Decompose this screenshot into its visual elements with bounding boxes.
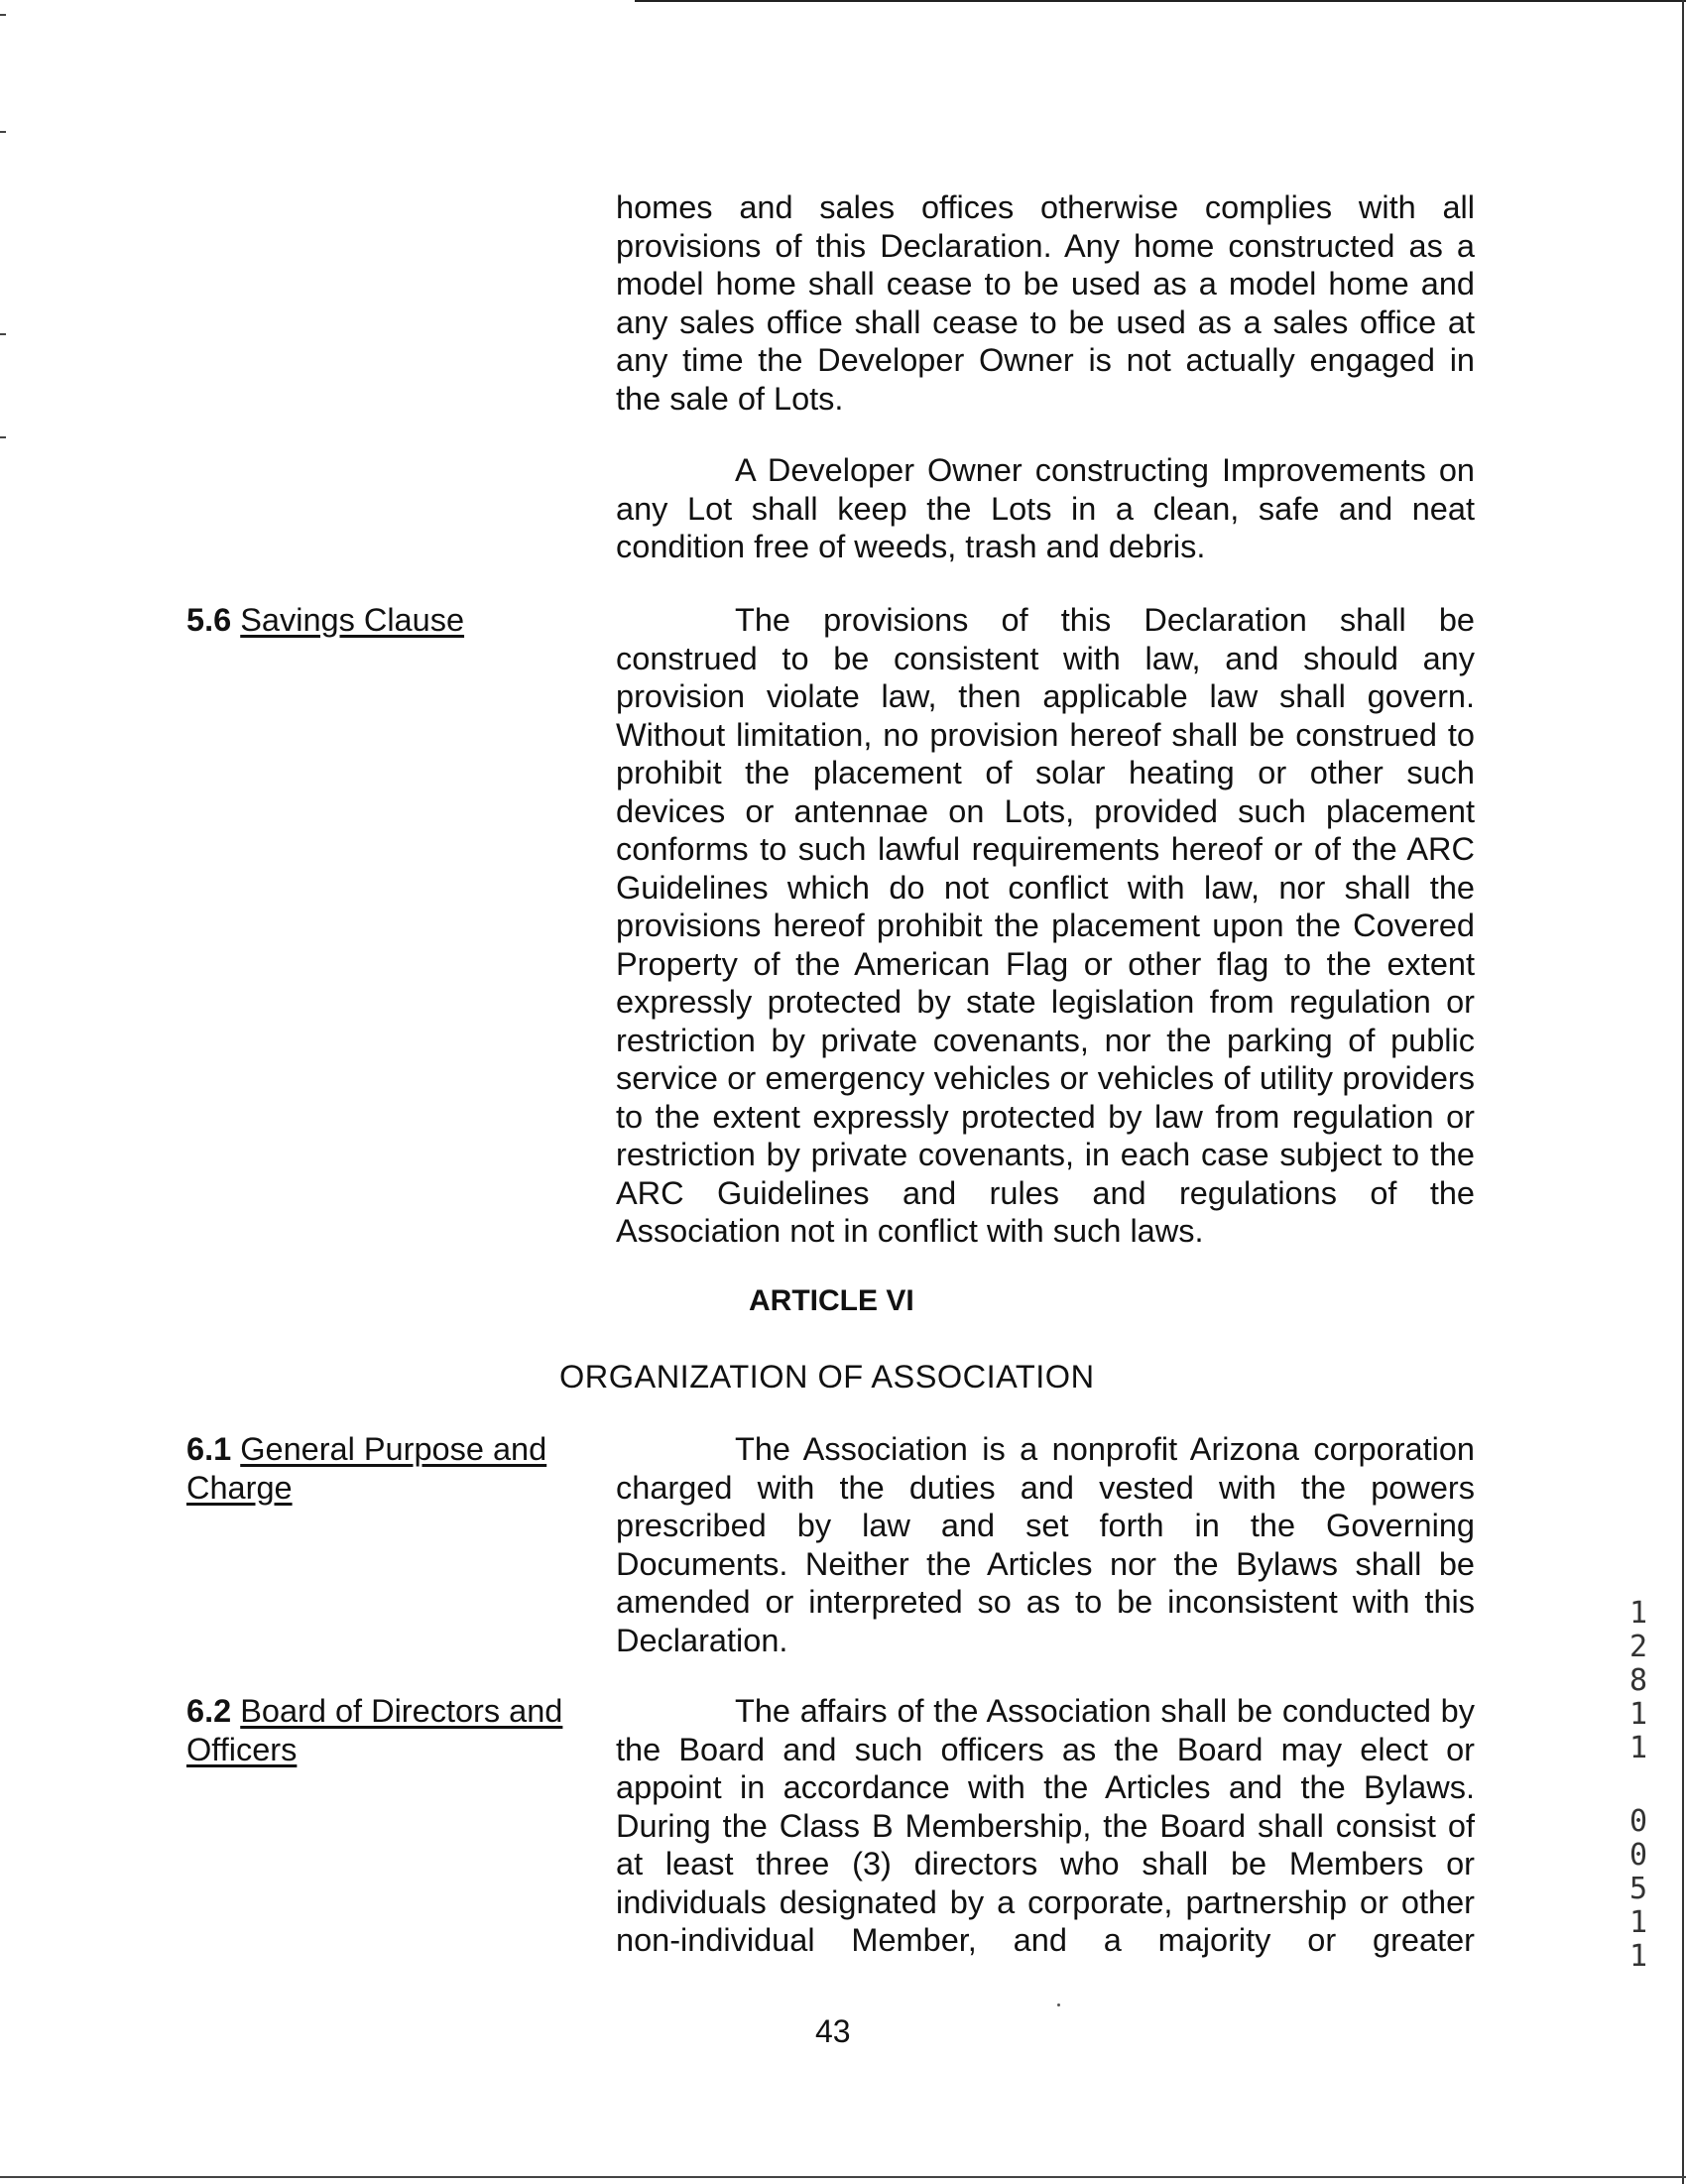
stamp-digit: 1	[1628, 1731, 1648, 1765]
section-body-6-2: The affairs of the Association shall be conducted by the Board and such officers as the Board may elect or appoint in accordance with the Articles and the Bylaws. During the Class B Membership, the Board shall consist of at least three (3) directors who shall be Members or individuals designated by a corporate, partnership or other non-individual Member, and a majority or greater	[616, 1693, 1475, 1958]
stamp-digit: 1	[1628, 1939, 1648, 1974]
edge-mark	[0, 14, 6, 16]
stamp-digit: 1	[1628, 1697, 1648, 1732]
article-subtitle: ORGANIZATION OF ASSOCIATION	[559, 1359, 1095, 1395]
paragraph-developer-clean: A Developer Owner constructing Improvements on any Lot shall keep the Lots in a clean, safe and neat condition free of weeds, trash and debris.	[616, 452, 1475, 564]
scan-speck	[1057, 2003, 1060, 2006]
page-number: 43	[815, 2013, 851, 2049]
section-title: General Purpose and Charge	[186, 1431, 547, 1506]
paragraph-model-homes: homes and sales offices otherwise complies with all provisions of this Declaration. Any home constructed as a model home shall cease to be used as a model home and any sales office shall cease to be used as a sales office at any time the Developer Owner is not actually engaged in the sale of Lots.	[616, 189, 1475, 417]
section-body-5-6: The provisions of this Declaration shall be construed to be consistent with law, and should any provision violate law, then applicable law shall govern. Without limitation, no provision hereof shall be construed to prohibit the placement of solar heating or other such devices or antennae on Lots, provided such placement conforms to such lawful requirements hereof or of the ARC Guidelines which do not conflict with law, nor shall the provisions hereof prohibit the placement upon the Covered Property of the American Flag or other flag to the extent expressly protected by state legislation from regulation or restriction by private covenants, nor the parking of public service or emergency vehicles or vehicles of utility providers to the extent expressly protected by law from regulation or restriction by private covenants, in each case subject to the ARC Guidelines and rules and regulations of the Association not in conflict with such laws.	[616, 602, 1475, 1249]
edge-mark	[0, 131, 6, 133]
article-heading: ARTICLE VI	[749, 1284, 914, 1317]
recording-number-stamp	[1619, 1597, 1658, 1974]
stamp-digit: 2	[1628, 1630, 1648, 1664]
section-heading-6-1	[186, 1430, 593, 1507]
scan-border-bottom	[0, 2176, 1686, 2178]
section-heading-5-6	[186, 601, 593, 640]
section-number: 6.1	[186, 1431, 232, 1467]
stamp-digit: 1	[1628, 1905, 1648, 1940]
scan-border-top	[635, 0, 1686, 2]
stamp-spacer	[1619, 1765, 1658, 1805]
section-number: 6.2	[186, 1693, 232, 1729]
stamp-digit: 0	[1628, 1804, 1648, 1839]
section-body-6-1: The Association is a nonprofit Arizona corporation charged with the duties and vested with the powers prescribed by law and set forth in the Governing Documents. Neither the Articles nor the Bylaws shall be amended or interpreted so as to be inconsistent with this Declaration.	[616, 1431, 1475, 1658]
stamp-digit: 0	[1628, 1838, 1648, 1873]
scan-border-right	[1682, 0, 1684, 2184]
edge-mark	[0, 436, 6, 438]
stamp-digit: 5	[1628, 1872, 1648, 1906]
stamp-digit: 8	[1628, 1663, 1648, 1698]
stamp-digit: 1	[1628, 1596, 1648, 1631]
section-number: 5.6	[186, 602, 232, 638]
edge-mark	[0, 333, 6, 335]
section-title: Savings Clause	[240, 602, 465, 638]
section-title: Board of Directors and Officers	[186, 1693, 563, 1767]
section-heading-6-2	[186, 1692, 593, 1768]
